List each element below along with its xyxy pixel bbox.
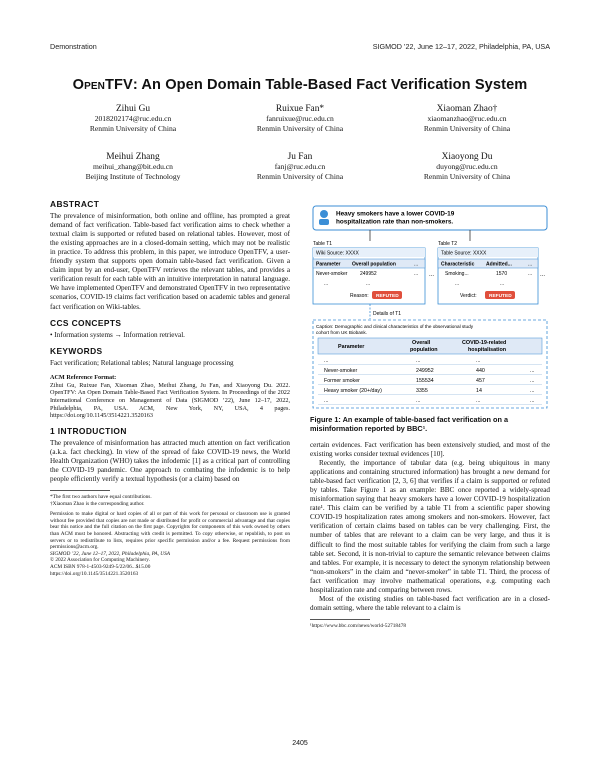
t2-cell: ...	[528, 271, 533, 277]
right-dots: ...	[540, 272, 546, 278]
acm-ref-heading: ACM Reference Format:	[50, 373, 117, 381]
running-header-left: Demonstration	[50, 42, 97, 51]
details-label: Details of T1	[373, 311, 401, 317]
permission-notice: Permission to make digital or hard copies of all or part of this work for personal or classroom use is granted without fee provided that copies are not made or distributed for profit or commercial advantage and that copies bear this notice and the full citation on the first page. Copyrights for components of this work owned by others than ACM must be honored. Abstracting with credit is permitted. To copy otherwise, or republish, to post on servers or to redistribute to lists, requires prior specific permission and/or a fee. Request permissions from permissions@acm.org.	[50, 511, 290, 551]
author: Ju Fan fanj@ruc.edu.cn Renmin University of China	[256, 152, 344, 181]
right-paragraph: Recently, the importance of tabular data (e.g. being ubiquitous in many applications and containing structured information) has brought a new demand for table-based fact verification [2, 3, 6] that verifies if a claim is supported or refuted by tables. Take Figure 1 as an example: BBC once reported a widely-spread misinformation saying that heavy smokers have a lower COVID-19 hospitalization rate¹. This claim can be verified by a table T1 from a scientific paper showing COVID-19 hospitalization rates among smokers and non-smokers. However, fact verification of certain claims based on tables can be very challenging. First, the number of tables that are relevant to a claim can be very large, and thus it is difficult to find the most suitable tables for verifying the claim from such a large table set. Second, it is non-trivial to capture the semantic relevance between claims and tables. For example, it is necessary to detect the synonym relationship between “non-smokers” in the claim and “never-smoker” in table T1. Third, the process of fact verification may involve mathematical operations, e.g. computing each hospitalization rate and comparing between rows.	[310, 459, 550, 594]
t2-header: ...	[528, 261, 533, 268]
user-icon	[320, 210, 328, 218]
big-table-cell: 3355	[416, 388, 428, 394]
system-name: OpenTFV	[72, 77, 133, 93]
big-header: Parameter	[338, 344, 365, 350]
title-rest: : An Open Domain Table-Based Fact Verification System	[132, 77, 528, 93]
refuted-label: REFUTED	[489, 294, 512, 299]
footnote: *The first two authors have equal contributions.	[50, 494, 152, 501]
big-table-cell: 14	[476, 388, 482, 394]
intro-heading: 1 INTRODUCTION	[50, 425, 127, 436]
figure-1-diagram	[310, 204, 550, 409]
author: Xiaoyong Du duyong@ruc.edu.cn Renmin University of China	[423, 152, 511, 181]
keywords-text: Fact verification; Relational tables; Natural language processing	[50, 358, 234, 367]
figure-caption: Figure 1: An example of table-based fact verification on a misinformation reported by BBC¹.	[310, 415, 509, 433]
t2-source: Table Source: XXXX	[441, 250, 487, 257]
big-table-cell: 457	[476, 378, 485, 384]
t2-dots: ...	[455, 281, 460, 287]
right-column	[310, 441, 550, 629]
left-column	[50, 200, 290, 577]
big-table-cell: Heavy smoker (20+/day)	[324, 388, 382, 394]
t2-reason: Verdict:	[460, 293, 477, 299]
t1-header: Parameter	[316, 261, 341, 268]
permission-line: ACM ISBN 978-1-4503-9249-5/22/06...$15.00	[50, 563, 151, 570]
t1-cell: Never-smoker	[316, 271, 348, 277]
t1-label: Table T1	[313, 241, 333, 247]
footnote: †Xiaoman Zhao is the corresponding author.	[50, 500, 145, 507]
t1-header: Overall population	[352, 261, 396, 268]
t2-cell: 1570	[496, 271, 508, 277]
author: Zihui Gu 2018202174@ruc.edu.cn Renmin University of China	[89, 104, 177, 133]
big-table-cell: ...	[476, 398, 481, 404]
user-icon-body	[319, 219, 329, 225]
big-table-cell: 249952	[416, 368, 434, 374]
permission-line: https://doi.org/10.1145/3514221.3520163	[50, 570, 139, 577]
right-paragraph: Most of the existing studies on table-based fact verification are in a closed-domain setting, where the table relevant to a claim is	[310, 594, 550, 612]
running-header-right: SIGMOD ’22, June 12–17, 2022, Philadelphia, PA, USA	[372, 42, 550, 51]
t2-header: Admitted...	[486, 261, 512, 268]
t1-dots: ...	[324, 281, 329, 287]
big-table-cell: ...	[530, 378, 535, 384]
big-table-cell: ...	[324, 358, 329, 364]
t1-header: ...	[414, 261, 419, 268]
between-tables-dots: ...	[429, 272, 435, 278]
right-paragraph: certain evidences. Fact verification has been extensively studied, and most of the existing works consider textual evidences [10].	[310, 441, 550, 459]
permission-line: © 2022 Association for Computing Machinery.	[50, 557, 150, 564]
big-header: COVID-19-related hospitalisation	[462, 340, 507, 353]
big-header: Overall population	[410, 340, 438, 353]
claim-text: Heavy smokers have a lower COVID-19 hospitalization rate than non-smokers.	[336, 210, 455, 226]
refuted-label: REFUTED	[376, 294, 399, 299]
acm-ref-text: Zihui Gu, Ruixue Fan, Xiaoman Zhao, Meihui Zhang, Ju Fan, and Xiaoyong Du. 2022. OpenTFV: An Open Domain Table-Based Fact Verification System. In Proceedings of the 2022 International Conference on Management of Data (SIGMOD ’22), June 12–17, 2022, Philadelphia, PA, USA. ACM, New York, NY, USA, 4 pages. https://doi.org/10.1145/3514221.3520163	[50, 381, 290, 420]
t2-header: Characteristic	[441, 261, 475, 268]
big-table-cell: Never-smoker	[324, 368, 358, 374]
paper-title	[0, 77, 600, 93]
page-number: 2405	[292, 740, 308, 747]
author: Ruixue Fan* fanruixue@ruc.edu.cn Renmin University of China	[256, 104, 344, 133]
big-table-cell: ...	[416, 398, 421, 404]
figure-1	[310, 204, 550, 409]
author: Xiaoman Zhao† xiaomanzhao@ruc.edu.cn Renmin University of China	[423, 104, 511, 133]
big-table-cell: ...	[324, 398, 329, 404]
t1-source: Wiki Source: XXXX	[316, 250, 359, 257]
t1-cell: 249952	[360, 271, 377, 277]
t1-cell: ...	[414, 271, 419, 277]
big-table-cell: 440	[476, 368, 485, 374]
footnote-url: ¹https://www.bbc.com/news/world-52718478	[310, 622, 406, 629]
permission-line: SIGMOD ’22, June 12–17, 2022, Philadelphia, PA, USA	[50, 550, 170, 557]
ccs-text: • Information systems → Information retrieval.	[50, 330, 185, 339]
big-table-cell: ...	[530, 398, 535, 404]
t1-dots: ...	[366, 281, 371, 287]
intro-paragraph: The prevalence of misinformation has attracted much attention on fact verification (a.k.a. fact checking). In view of the spread of fake COVID-19 news, the World Health Organization (WHO) takes the infodemic [1] as a critical part of controlling the COVID-19 pandemic. One approach to combating the infodemic is to help people efficiently verify a textual hypothesis (or a claim) based on	[50, 438, 290, 483]
big-table-cell: 155534	[416, 378, 434, 384]
abstract-text: The prevalence of misinformation, both online and offline, has prompted a great demand of fact verification. Table-based fact verification aims to check whether a textual claim is supported or refuted based on relational tables. However, most of the existing approaches are in a closed-domain setting, which may not be realistic in practice. To address this problem, in this paper, we introduce OpenTFV, a user-friendly system that supports open domain table-based fact verification. Given a claim input by an end-user, OpenTFV retrieves the relevant tables, and provides a verification result for each table with an intuitive interpretation in natural language. We have implemented OpenTFV and demonstrated OpenTFV in two representative scenarios, COVID-19 claims fact verification based on academic tables and general fact verification on Wiki-tables.	[50, 212, 290, 311]
t2-dots: ...	[500, 281, 505, 287]
keywords-heading: KEYWORDS	[50, 345, 103, 356]
author-block-row2	[50, 152, 550, 182]
big-table-cell: ...	[416, 358, 421, 364]
t2-label: Table T2	[438, 241, 458, 247]
big-table-cell: ...	[476, 358, 481, 364]
big-table-cell: ...	[530, 388, 535, 394]
footnote-rule	[310, 619, 370, 620]
big-table-caption: Caption: Demographic and clinical characteristics of the observational study cohort from UK Biobank.	[316, 324, 474, 335]
big-table-cell: Former smoker	[324, 378, 360, 384]
footnote-rule	[50, 490, 110, 491]
abstract-heading: ABSTRACT	[50, 199, 100, 209]
ccs-heading: CCS CONCEPTS	[50, 317, 122, 328]
big-table-cell: ...	[530, 368, 535, 374]
author: Meihui Zhang meihui_zhang@bit.edu.cn Beijing Institute of Technology	[85, 152, 181, 181]
t1-reason: Reason:	[350, 293, 369, 299]
t2-cell: Smoking...	[445, 271, 469, 277]
author-block-row1	[50, 104, 550, 134]
